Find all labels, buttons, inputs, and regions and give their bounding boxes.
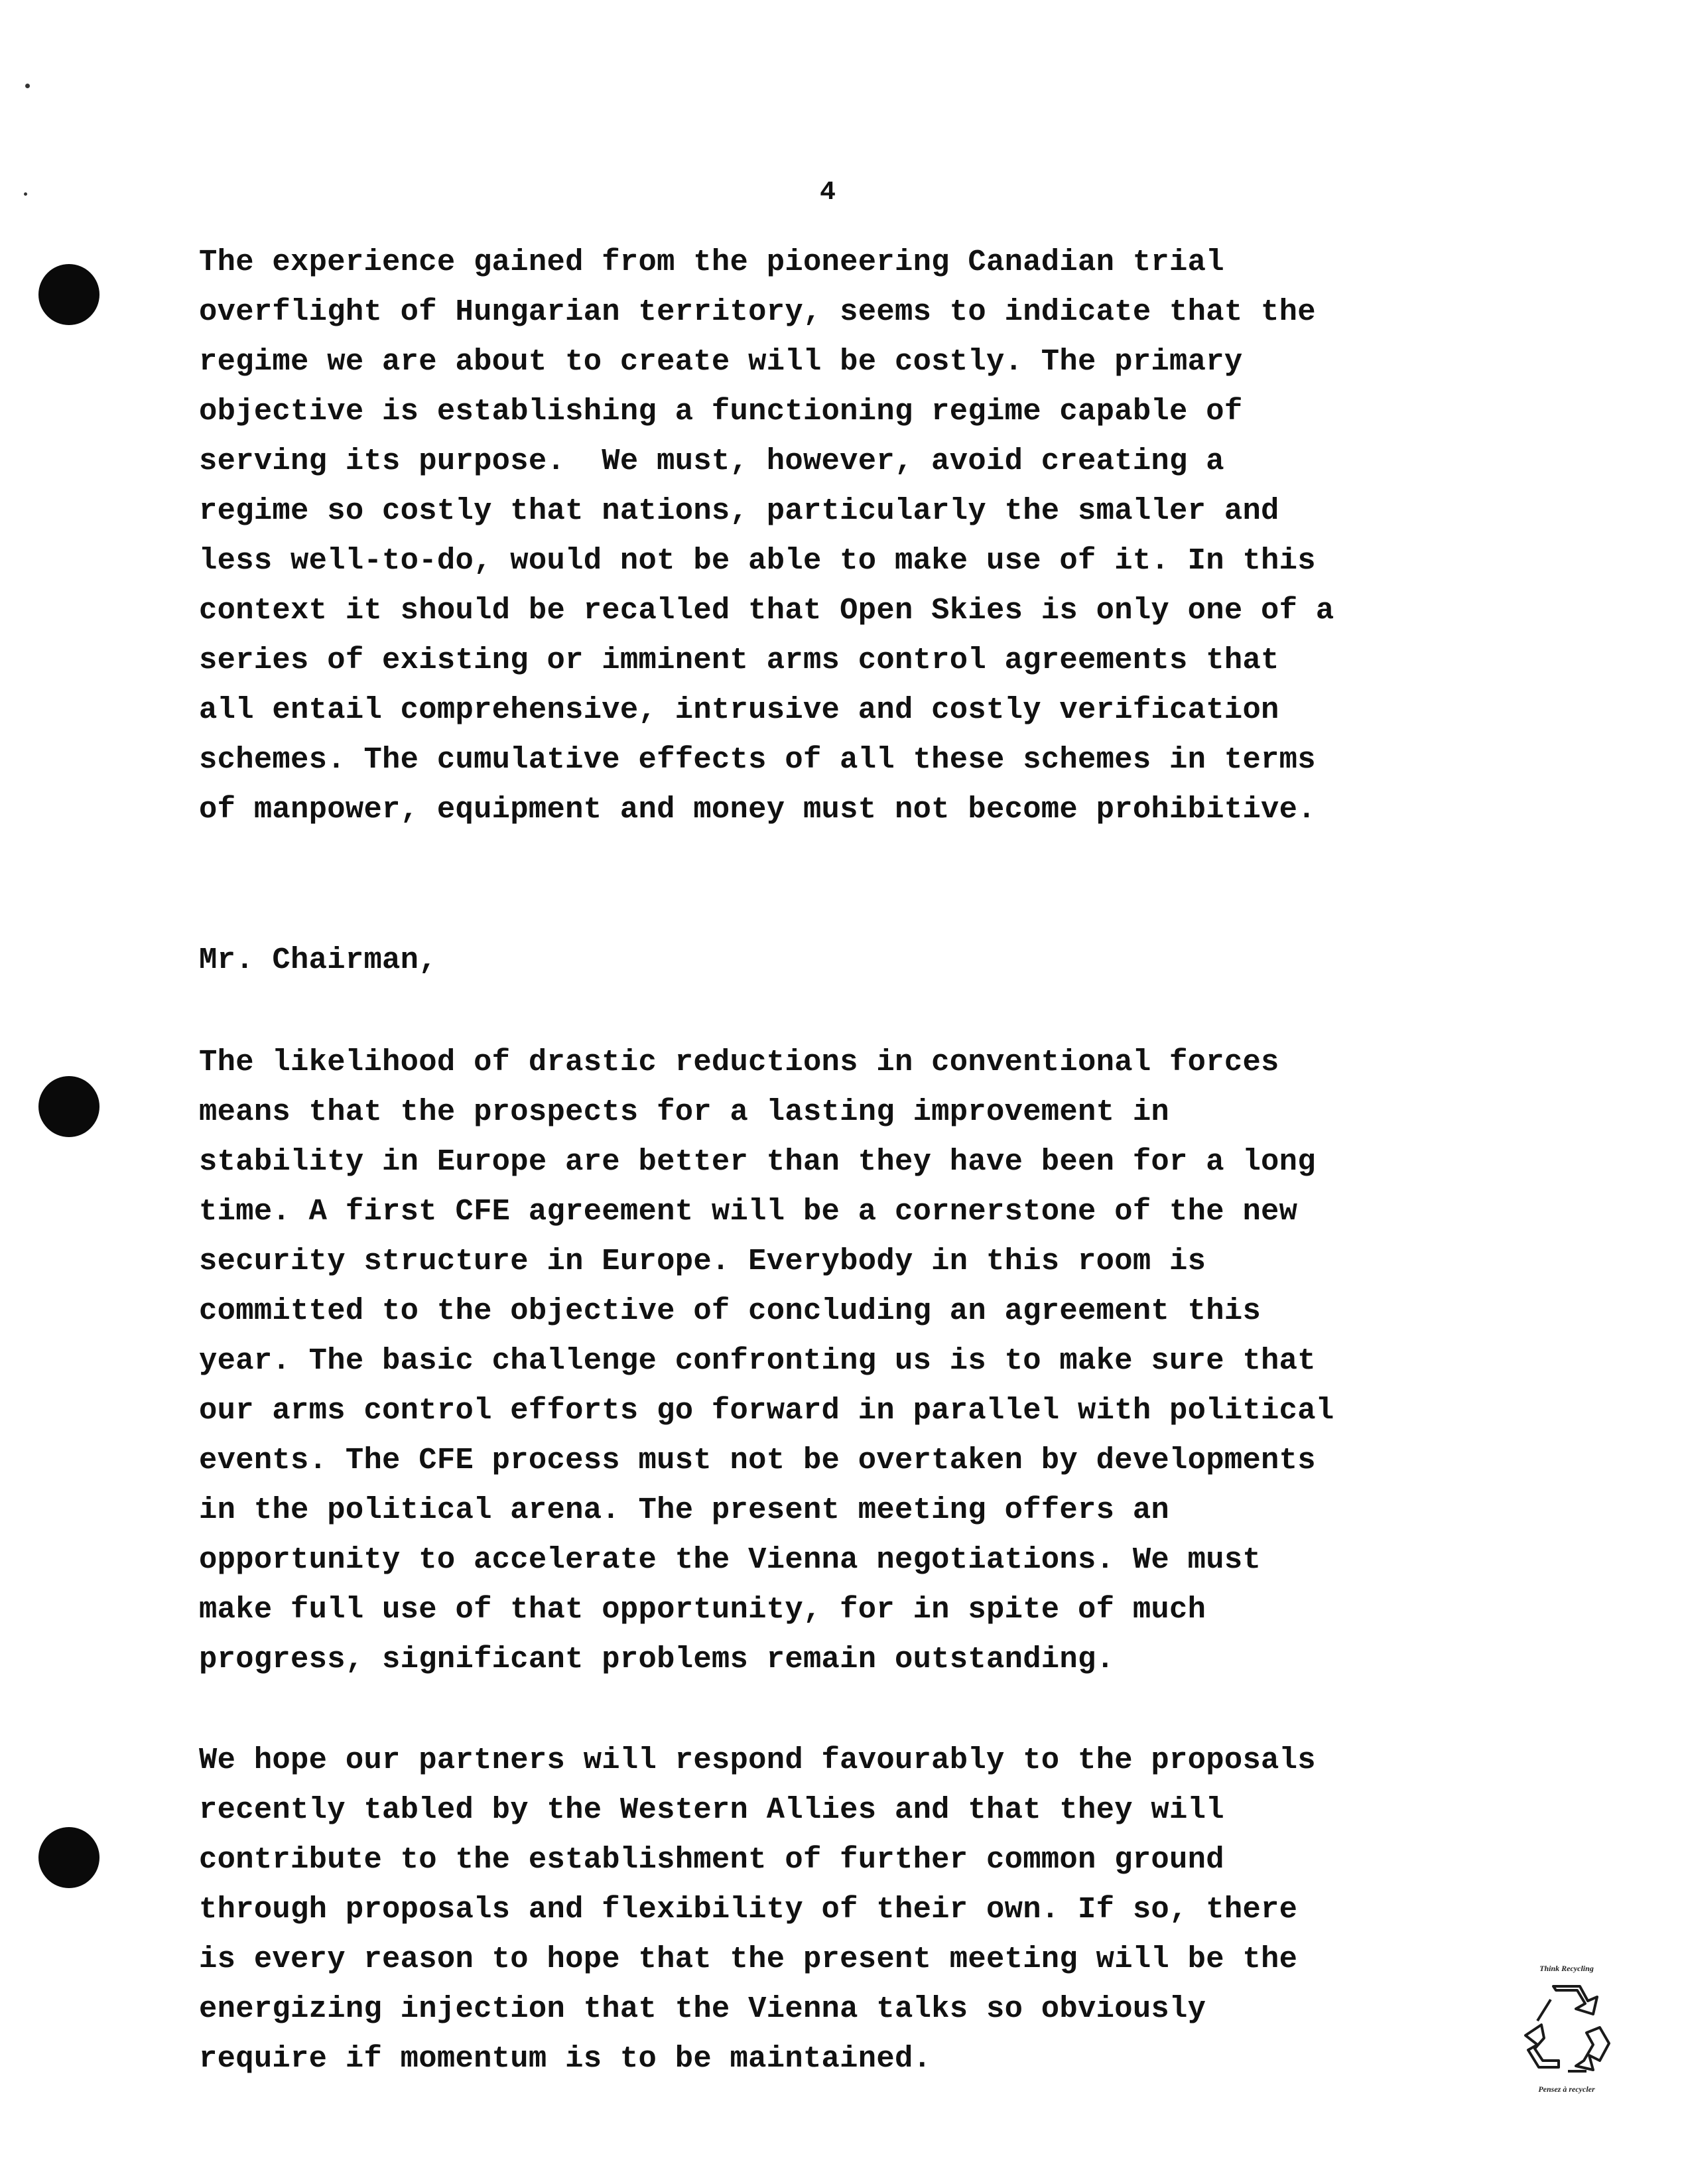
scan-speck [25,84,30,88]
paragraph: The likelihood of drastic reductions in conventional forces means that the prospects for a lasting improvement in stability in Europe are better than they have been for a long time. A first CFE agreement will be a cornerstone of the new security structure in Europe. Everybody in this room is committed to the objective of concluding an agreement this year. The basic challenge confronting us is to make sure that our arms control efforts go forward in parallel with political events. The CFE process must not be overtaken by developments in the political arena. The present meeting offers an opportunity to accelerate the Vienna negotiations. We must make full use of that opportunity, for in spite of much progress, significant problems remain outstanding. [199,1045,1334,1676]
recycle-caption-bottom: Pensez à recycler [1538,2084,1595,2094]
scan-speck [24,192,27,196]
recycle-logo [1514,1964,1620,2096]
punch-hole [38,1076,99,1137]
punch-hole [38,264,99,325]
paragraph: The experience gained from the pioneering Canadian trial overflight of Hungarian territory, seems to indicate that the regime we are about to create will be costly. The primary objective is establishing a functioning regime capable of serving its purpose. We must, however, avoid creating a regime so costly that nations, particularly the smaller and less well-to-do, would not be able to make use of it. In this context it should be recalled that Open Skies is only one of a series of existing or imminent arms control agreements that all entail comprehensive, intrusive and costly verification schemes. The cumulative effects of all these schemes in terms of manpower, equipment and money must not become prohibitive. [199,245,1334,827]
salutation: Mr. Chairman, [199,943,437,977]
page-number: 4 [820,178,836,208]
paragraph: We hope our partners will respond favourably to the proposals recently tabled by the Western Allies and that they will contribute to the establishment of further common ground through proposals and flexibility of their own. If so, there is every reason to hope that the present meeting will be the energizing injection that the Vienna talks so obviously require if momentum is to be maintained. [199,1743,1316,2076]
punch-hole [38,1827,99,1888]
recycle-caption-top: Think Recycling [1539,1964,1594,1973]
recycle-icon [1521,1977,1612,2081]
